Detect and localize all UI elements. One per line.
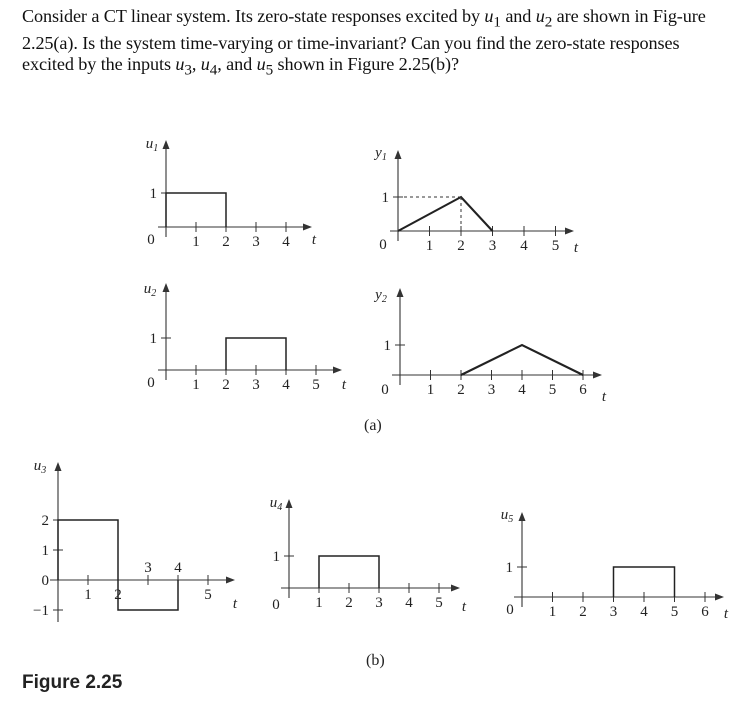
y-axis-label: $u_1$	[145, 136, 159, 154]
x-tick-label: 1	[192, 377, 200, 393]
origin-label: 0	[147, 232, 155, 248]
y-axis-arrow	[395, 150, 402, 159]
x-tick-label: 4	[518, 382, 526, 398]
y-tick-label: 1	[383, 338, 391, 354]
x-axis-label: t	[573, 240, 579, 256]
caption-b: (b)	[366, 652, 385, 669]
y-axis-label: $u_5$	[500, 507, 514, 525]
x-tick-label: 6	[579, 382, 587, 398]
x-tick-label: 5	[204, 587, 212, 603]
x-tick-label: 1	[192, 234, 200, 250]
y-axis-label: $u_3$	[33, 458, 47, 476]
plot-u2	[144, 281, 347, 393]
signal-trace-u3	[58, 520, 178, 610]
y-tick-label: 1	[505, 560, 513, 576]
y-tick-label: 2	[41, 513, 49, 529]
plot-u3	[33, 458, 238, 622]
x-tick-label: 3	[609, 604, 618, 620]
x-tick-label: 4	[282, 234, 290, 250]
x-tick-label: 1	[425, 238, 434, 254]
x-axis-arrow	[451, 585, 460, 592]
x-tick-label: 3	[487, 382, 496, 398]
x-tick-label: 2	[345, 595, 353, 611]
x-tick-label: 5	[551, 238, 560, 254]
x-axis-arrow	[226, 577, 235, 584]
y-tick-label: 1	[149, 331, 157, 347]
figure-label: Figure 2.25	[22, 672, 123, 693]
origin-label: 0	[379, 237, 387, 253]
y-axis-label: $u_2$	[143, 281, 157, 299]
x-tick-label: 1	[84, 587, 92, 603]
x-tick-label: 1	[426, 382, 435, 398]
y-axis-arrow	[55, 462, 62, 471]
y-tick-label: 0	[41, 573, 49, 589]
y-axis-arrow	[397, 288, 404, 297]
x-axis-arrow	[303, 224, 312, 231]
y-axis-arrow	[519, 512, 526, 521]
problem-statement: Consider a CT linear system. Its zero-state responses excited by $u_1$ and $u_2$ are shown in Fig-ure 2.25(a). Is the system time-varying or time-invariant? Can you find the zero-state responses excited by the inputs $u_3$, $u_4$, and $u_5$ shown in Figure 2.25(b)?	[22, 6, 706, 79]
y-axis-label: $y_1$	[375, 145, 387, 163]
x-axis-label: t	[341, 377, 347, 393]
y-axis-arrow	[163, 140, 170, 149]
x-tick-label: 5	[670, 604, 679, 620]
y-axis-label: $u_4$	[269, 495, 283, 513]
y-tick-label: −1	[33, 603, 49, 619]
x-tick-label: 3	[144, 560, 152, 576]
origin-label: 0	[506, 602, 514, 618]
plot-u5	[501, 507, 729, 622]
x-tick-label: 2	[579, 604, 587, 620]
x-tick-label: 3	[375, 595, 383, 611]
x-tick-label: 2	[114, 587, 122, 603]
x-tick-label: 2	[222, 377, 230, 393]
x-tick-label: 2	[457, 382, 465, 398]
x-tick-label: 2	[457, 238, 465, 254]
x-tick-label: 3	[252, 234, 260, 250]
x-axis-label: t	[723, 606, 729, 622]
x-tick-label: 4	[405, 595, 413, 611]
x-axis-label: t	[601, 389, 607, 405]
x-tick-label: 3	[252, 377, 260, 393]
x-tick-label: 5	[312, 377, 320, 393]
origin-label: 0	[147, 375, 155, 391]
y-axis-label: $y_2$	[375, 287, 387, 305]
x-axis-label: t	[311, 232, 317, 248]
x-axis-arrow	[715, 594, 724, 601]
x-axis-arrow	[593, 372, 602, 379]
x-tick-label: 4	[174, 560, 182, 576]
y-axis-arrow	[286, 499, 293, 508]
x-tick-label: 4	[282, 377, 290, 393]
plot-y1	[373, 145, 579, 256]
y-axis-arrow	[163, 283, 170, 292]
origin-label: 0	[272, 597, 280, 613]
signal-trace-u1	[166, 193, 226, 227]
x-tick-label: 4	[640, 604, 648, 620]
x-axis-arrow	[333, 367, 342, 374]
x-tick-label: 6	[701, 604, 709, 620]
x-tick-label: 3	[488, 238, 497, 254]
y-tick-label: 1	[149, 186, 157, 202]
y-tick-label: 1	[272, 549, 280, 565]
x-tick-label: 1	[548, 604, 557, 620]
plot-y2	[373, 287, 607, 405]
signal-trace-y1	[398, 197, 493, 231]
caption-a: (a)	[364, 417, 382, 434]
x-tick-label: 5	[548, 382, 557, 398]
plot-u1	[146, 136, 317, 250]
x-axis-label: t	[232, 596, 238, 612]
y-tick-label: 1	[381, 190, 389, 206]
origin-label: 0	[381, 382, 389, 398]
x-axis-label: t	[461, 599, 467, 615]
x-axis-arrow	[565, 228, 574, 235]
x-tick-label: 4	[520, 238, 528, 254]
x-tick-label: 1	[315, 595, 323, 611]
x-tick-label: 2	[222, 234, 230, 250]
plot-u4	[270, 495, 467, 615]
x-tick-label: 5	[435, 595, 443, 611]
y-tick-label: 1	[41, 543, 49, 559]
